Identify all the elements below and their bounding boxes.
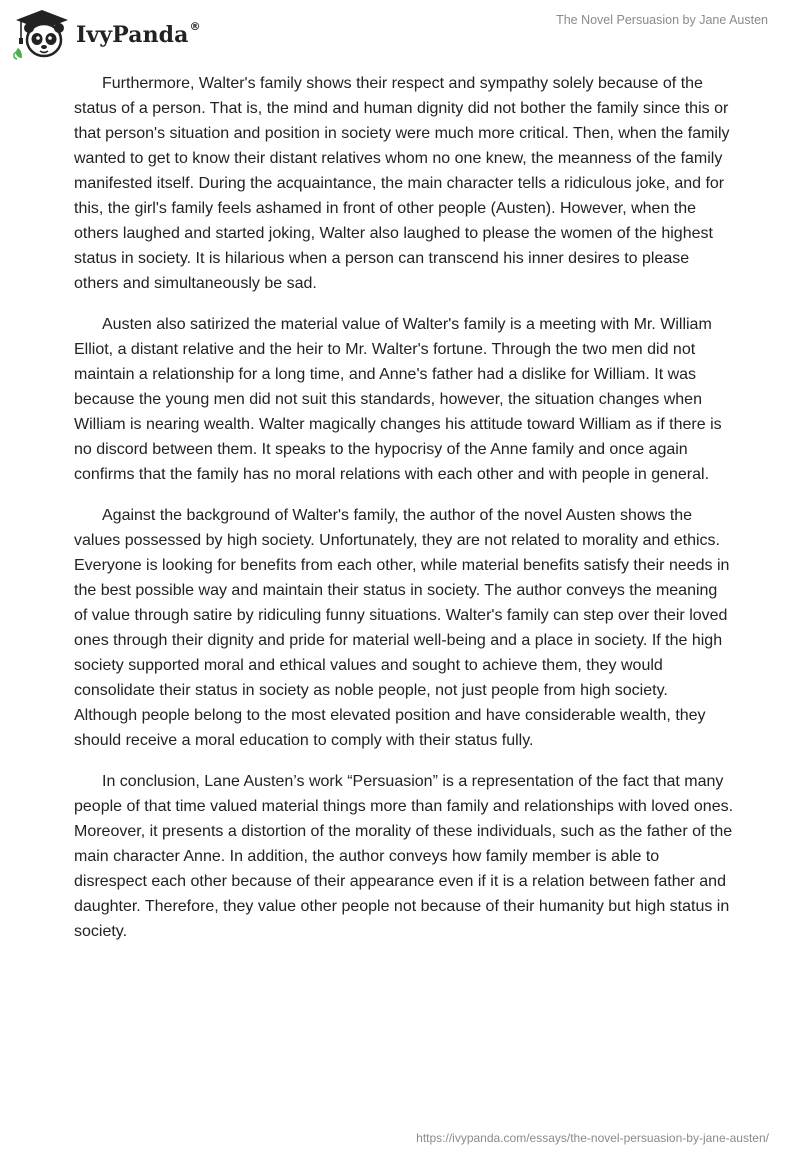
page-header xyxy=(0,0,800,70)
brand-logo[interactable] xyxy=(12,8,201,60)
paragraph: In conclusion, Lane Austen’s work “Persuasion” is a representation of the fact that many people of that time valued material things more than family and relationships with loved ones. Moreover, it presents a distortion of the morality of these individuals, such as the father of the main character Anne. In addition, the author conveys how family member is able to disrespect each other because of their appearance even if it is a relation between father and daughter. Therefore, they value other people not because of their humanity but high status in society. xyxy=(74,773,734,940)
source-url[interactable]: https://ivypanda.com/essays/the-novel-persuasion-by-jane-austen/ xyxy=(416,1131,769,1145)
document-title: The Novel Persuasion by Jane Austen xyxy=(556,13,768,27)
brand-name: IvyPanda® xyxy=(76,20,201,48)
paragraph: Furthermore, Walter's family shows their respect and sympathy solely because of the status of a person. That is, the mind and human dignity did not bother the family since this or that person's situation and position in society were much more critical. Then, when the family wanted to get to know their distant relatives whom no one knew, the meanness of the family manifested itself. During the acquaintance, the main character tells a ridiculous joke, and for this, the girl's family feels ashamed in front of other people (Austen). However, when the others laughed and started joking, Walter also laughed to please the women of the highest status in society. It is hilarious when a person can transcend his inner desires to please others and simultaneously be sad. xyxy=(74,75,730,292)
paragraph: Austen also satirized the material value of Walter's family is a meeting with Mr. William Elliot, a distant relative and the heir to Mr. Walter's fortune. Through the two men did not maintain a relationship for a long time, and Anne's father had a dislike for William. It was because the young men did not suit this standards, however, the situation changes when William is nearing wealth. Walter magically changes his attitude toward William as if there is no discord between them. It speaks to the hypocrisy of the Anne family and once again confirms that the family has no moral relations with each other and with people in general. xyxy=(74,316,722,483)
paragraph: Against the background of Walter's family, the author of the novel Austen shows the values possessed by high society. Unfortunately, they are not related to morality and ethics. Everyone is looking for benefits from each other, while material benefits satisfy their needs in the best possible way and maintain their status in society. The author conveys the meaning of value through satire by ridiculing funny situations. Walter's family can step over their loved ones through their dignity and pride for material well-being and a place in society. If the high society supported moral and ethical values and sought to achieve them, they would consolidate their status in society as noble people, not just people from high society. Although people belong to the most elevated position and have considerable wealth, they should receive a moral education to comply with their status fully. xyxy=(74,507,730,749)
registered-mark: ® xyxy=(189,20,201,33)
essay-body xyxy=(74,71,734,960)
panda-graduate-icon xyxy=(12,8,72,60)
